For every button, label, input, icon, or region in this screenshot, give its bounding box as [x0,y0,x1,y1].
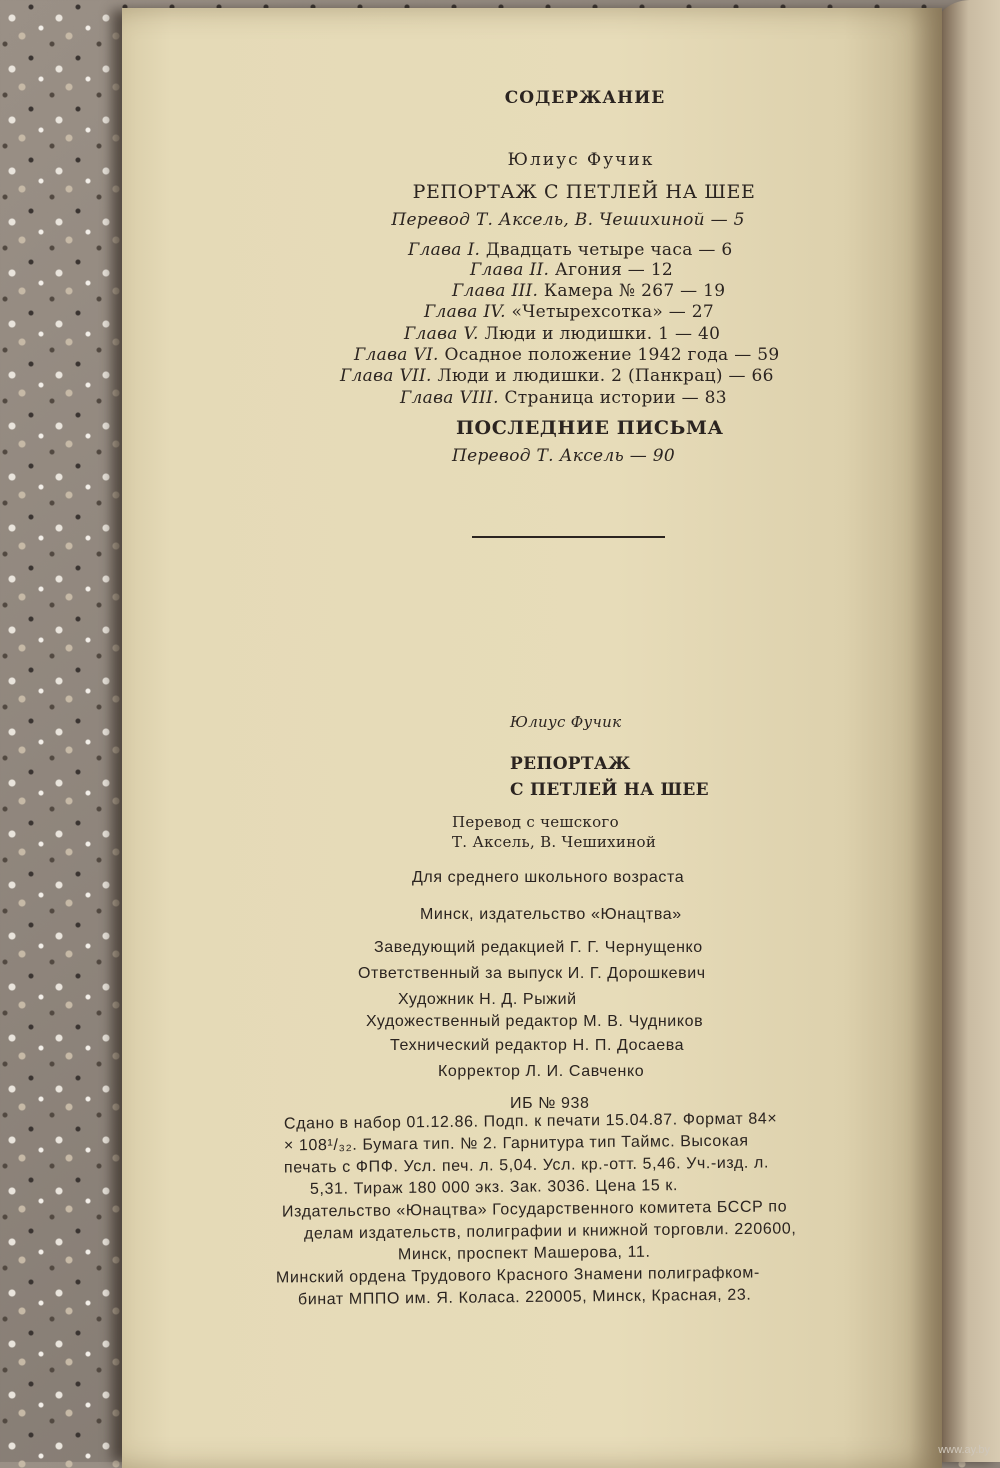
imprint-audience: Для среднего школьного возраста [412,869,685,886]
toc-chapter-6: Глава VI. Осадное положение 1942 года — 59 [354,345,780,365]
imprint-detail-2: × 108¹/₃₂. Бумага тип. № 2. Гарнитура тип Таймс. Высокая [283,1132,749,1155]
section-divider [472,536,665,538]
imprint-staff-6: Корректор Л. И. Савченко [438,1063,645,1080]
toc-letters-title: ПОСЛЕДНИЕ ПИСЬМА [456,417,724,439]
imprint-staff-1: Заведующий редакцией Г. Г. Чернущенко [374,939,703,956]
imprint-staff-3: Художник Н. Д. Рыжий [398,991,577,1008]
imprint-detail-8: Минский ордена Трудового Красного Знамени полиграфком- [275,1264,760,1287]
imprint-detail-9: бинат МППО им. Я. Коласа. 220005, Минск, Красная, 23. [297,1286,752,1309]
imprint-detail-7: Минск, проспект Машерова, 11. [397,1243,651,1264]
imprint-detail-6: делам издательств, полиграфии и книжной торговли. 220600, [303,1220,797,1243]
imprint-staff-2: Ответственный за выпуск И. Г. Дорошкевич [358,965,706,982]
toc-chapter-5: Глава V. Люди и людишки. 1 — 40 [404,324,721,344]
imprint-title-line1: РЕПОРТАЖ [510,754,631,774]
toc-chapter-8: Глава VIII. Страница истории — 83 [400,388,727,408]
site-watermark: www.ay.by [938,1444,990,1456]
imprint-staff-4: Художественный редактор М. В. Чудников [366,1013,704,1030]
toc-chapter-3: Глава III. Камера № 267 — 19 [452,281,726,301]
toc-translation-line: Перевод Т. Аксель, В. Чешихиной — 5 [391,210,745,230]
toc-chapter-2: Глава II. Агония — 12 [470,260,674,280]
toc-author: Юлиус Фучик [507,150,655,170]
imprint-detail-1: Сдано в набор 01.12.86. Подп. к печати 15.04.87. Формат 84× [283,1110,778,1133]
toc-chapter-1: Глава I. Двадцать четыре часа — 6 [408,240,733,260]
toc-letters-translation: Перевод Т. Аксель — 90 [452,446,676,466]
imprint-translators: Т. Аксель, В. Чешихиной [452,833,657,851]
imprint-detail-4: 5,31. Тираж 180 000 экз. Зак. 3036. Цена 15 к. [309,1177,679,1198]
toc-chapter-4: Глава IV. «Четырехсотка» — 27 [424,302,715,322]
imprint-staff-5: Технический редактор Н. П. Досаева [390,1037,685,1054]
toc-chapter-7: Глава VII. Люди и людишки. 2 (Панкрац) — 66 [340,366,774,386]
imprint-detail-5: Издательство «Юнацтва» Государственного комитета БССР по [281,1198,788,1221]
imprint-author: Юлиус Фучик [510,713,622,731]
book-page [122,8,942,1468]
imprint-detail-3: печать с ФПФ. Усл. печ. л. 5,04. Усл. кр.-отт. 5,46. Уч.-изд. л. [283,1154,770,1177]
toc-heading: СОДЕРЖАНИЕ [504,88,666,108]
imprint-ib-number: ИБ № 938 [510,1095,590,1112]
imprint-translated-from: Перевод с чешского [452,813,619,831]
toc-work-title: РЕПОРТАЖ С ПЕТЛЕЙ НА ШЕЕ [412,181,756,203]
imprint-title-line2: С ПЕТЛЕЙ НА ШЕЕ [510,780,709,800]
imprint-publisher: Минск, издательство «Юнацтва» [420,906,682,923]
